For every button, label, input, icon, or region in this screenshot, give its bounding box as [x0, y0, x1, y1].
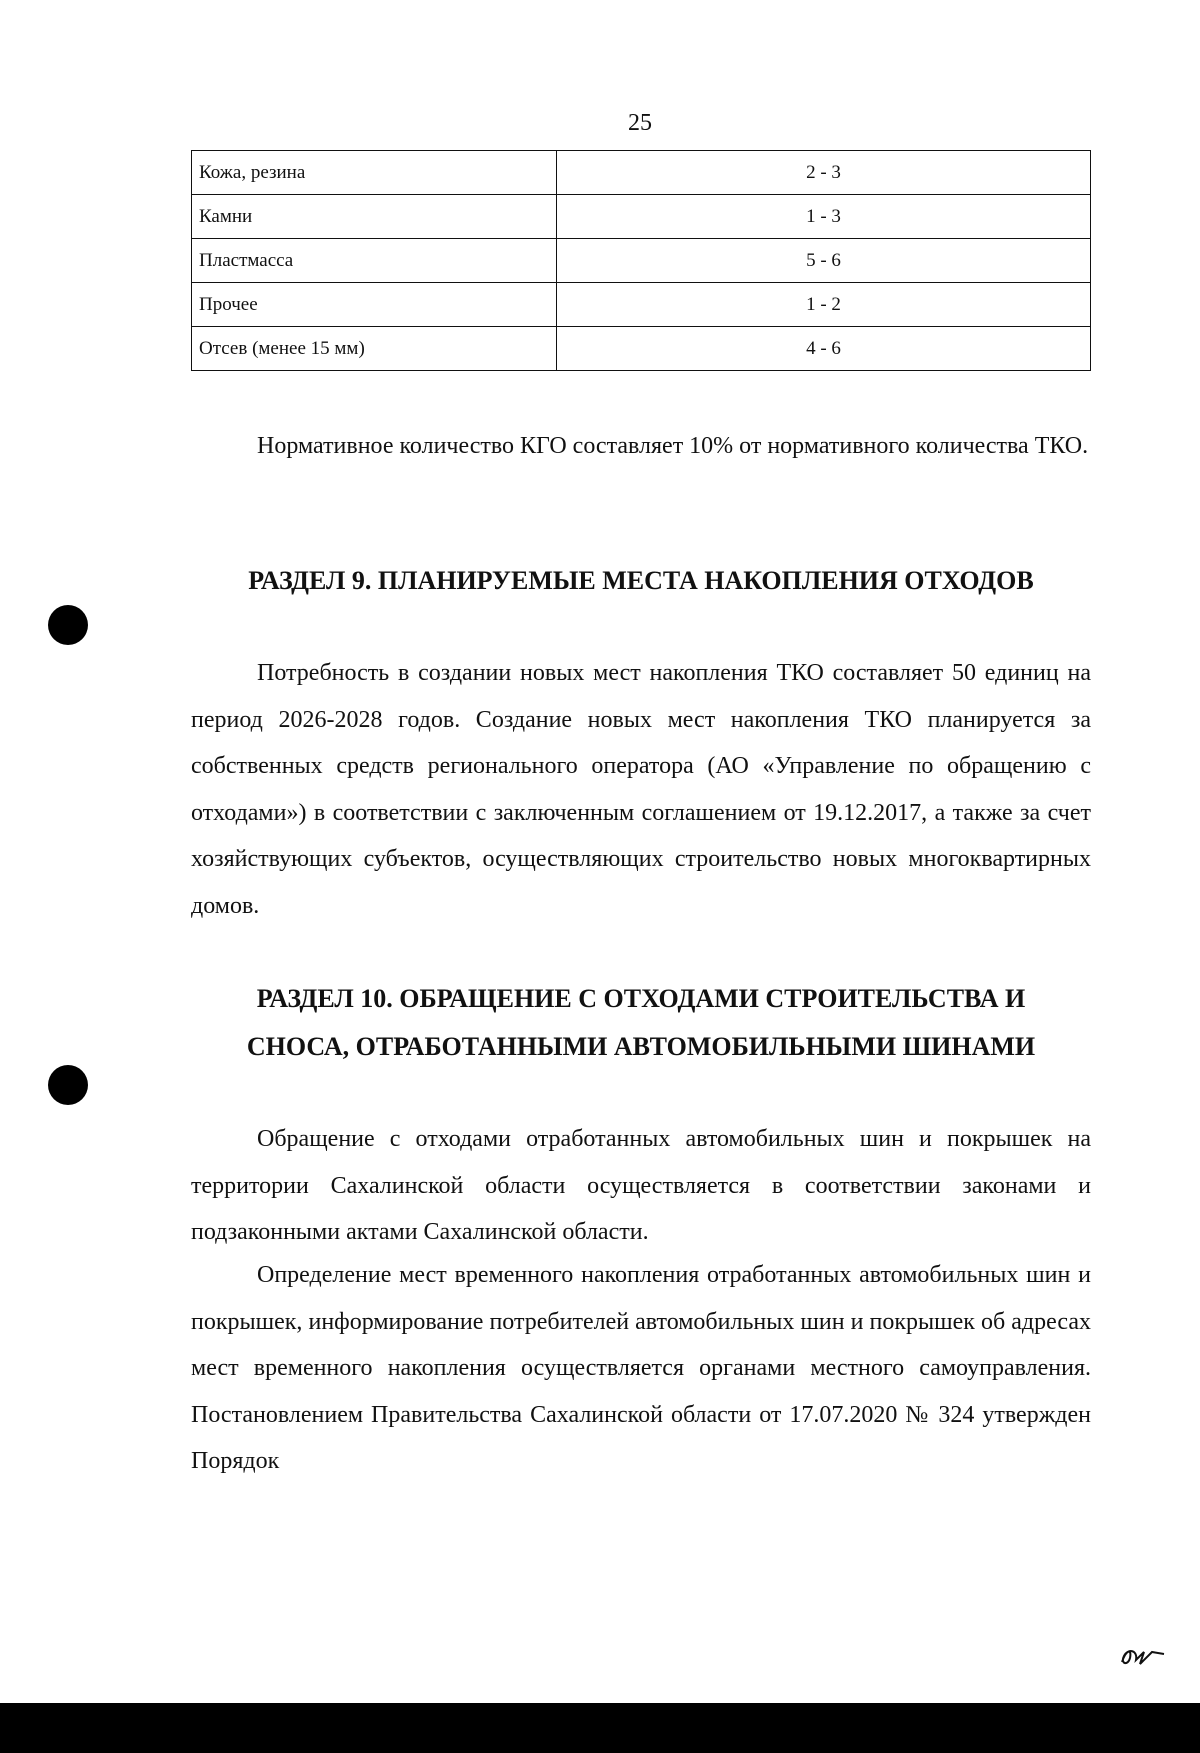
- section-9-heading: РАЗДЕЛ 9. ПЛАНИРУЕМЫЕ МЕСТА НАКОПЛЕНИЯ ОТХОДОВ: [248, 566, 1034, 595]
- page-number: 25: [628, 110, 652, 136]
- handwritten-initials: [1118, 1640, 1178, 1670]
- table-cell-material: Камни: [192, 195, 557, 239]
- kgo-paragraph: Нормативное количество КГО составляет 10% от нормативного количества ТКО.: [257, 433, 1089, 459]
- scan-edge-bar: [0, 1703, 1200, 1753]
- section-10-heading: [191, 975, 1091, 1071]
- table-row: [192, 239, 1091, 283]
- table-cell-material: Прочее: [192, 283, 557, 327]
- punch-hole: [48, 1065, 88, 1105]
- table-cell-percentage: 1 - 2: [557, 283, 1091, 327]
- table-row: [192, 151, 1091, 195]
- table-cell-percentage: 5 - 6: [557, 239, 1091, 283]
- section-10-heading-line-2: СНОСА, ОТРАБОТАННЫМИ АВТОМОБИЛЬНЫМИ ШИНАМИ: [246, 1032, 1036, 1061]
- table-cell-percentage: 4 - 6: [557, 327, 1091, 371]
- section-10-paragraph-1: Обращение с отходами отработанных автомобильных шин и покрышек на территории Сахалинской области осуществляется в соответствии законами и подзаконными актами Сахалинской области.: [191, 1126, 1091, 1245]
- table-cell-material: Пластмасса: [192, 239, 557, 283]
- table-cell-percentage: 2 - 3: [557, 151, 1091, 195]
- table-row: [192, 195, 1091, 239]
- punch-hole: [48, 605, 88, 645]
- table-cell-percentage: 1 - 3: [557, 195, 1091, 239]
- section-9-paragraph: Потребность в создании новых мест накопления ТКО составляет 50 единиц на период 2026-2028 годов. Создание новых мест накопления ТКО планируется за собственных средств регионального оператора (АО «Управление по обращению с отходами») в соответствии с заключенным соглашением от 19.12.2017, а также за счет хозяйствующих субъектов, осуществляющих строительство новых многоквартирных домов.: [191, 660, 1091, 919]
- table-row: [192, 283, 1091, 327]
- section-10-heading-line-1: РАЗДЕЛ 10. ОБРАЩЕНИЕ С ОТХОДАМИ СТРОИТЕЛЬСТВА И: [256, 984, 1026, 1013]
- waste-composition-table: [191, 150, 1091, 371]
- section-10-paragraph-2: Определение мест временного накопления отработанных автомобильных шин и покрышек, информирование потребителей автомобильных шин и покрышек об адресах мест временного накопления осуществляется органами местного самоуправления. Постановлением Правительства Сахалинской области от 17.07.2020 № 324 утвержден Порядок: [191, 1262, 1091, 1474]
- table-row: [192, 327, 1091, 371]
- table-cell-material: Кожа, резина: [192, 151, 557, 195]
- table-cell-material: Отсев (менее 15 мм): [192, 327, 557, 371]
